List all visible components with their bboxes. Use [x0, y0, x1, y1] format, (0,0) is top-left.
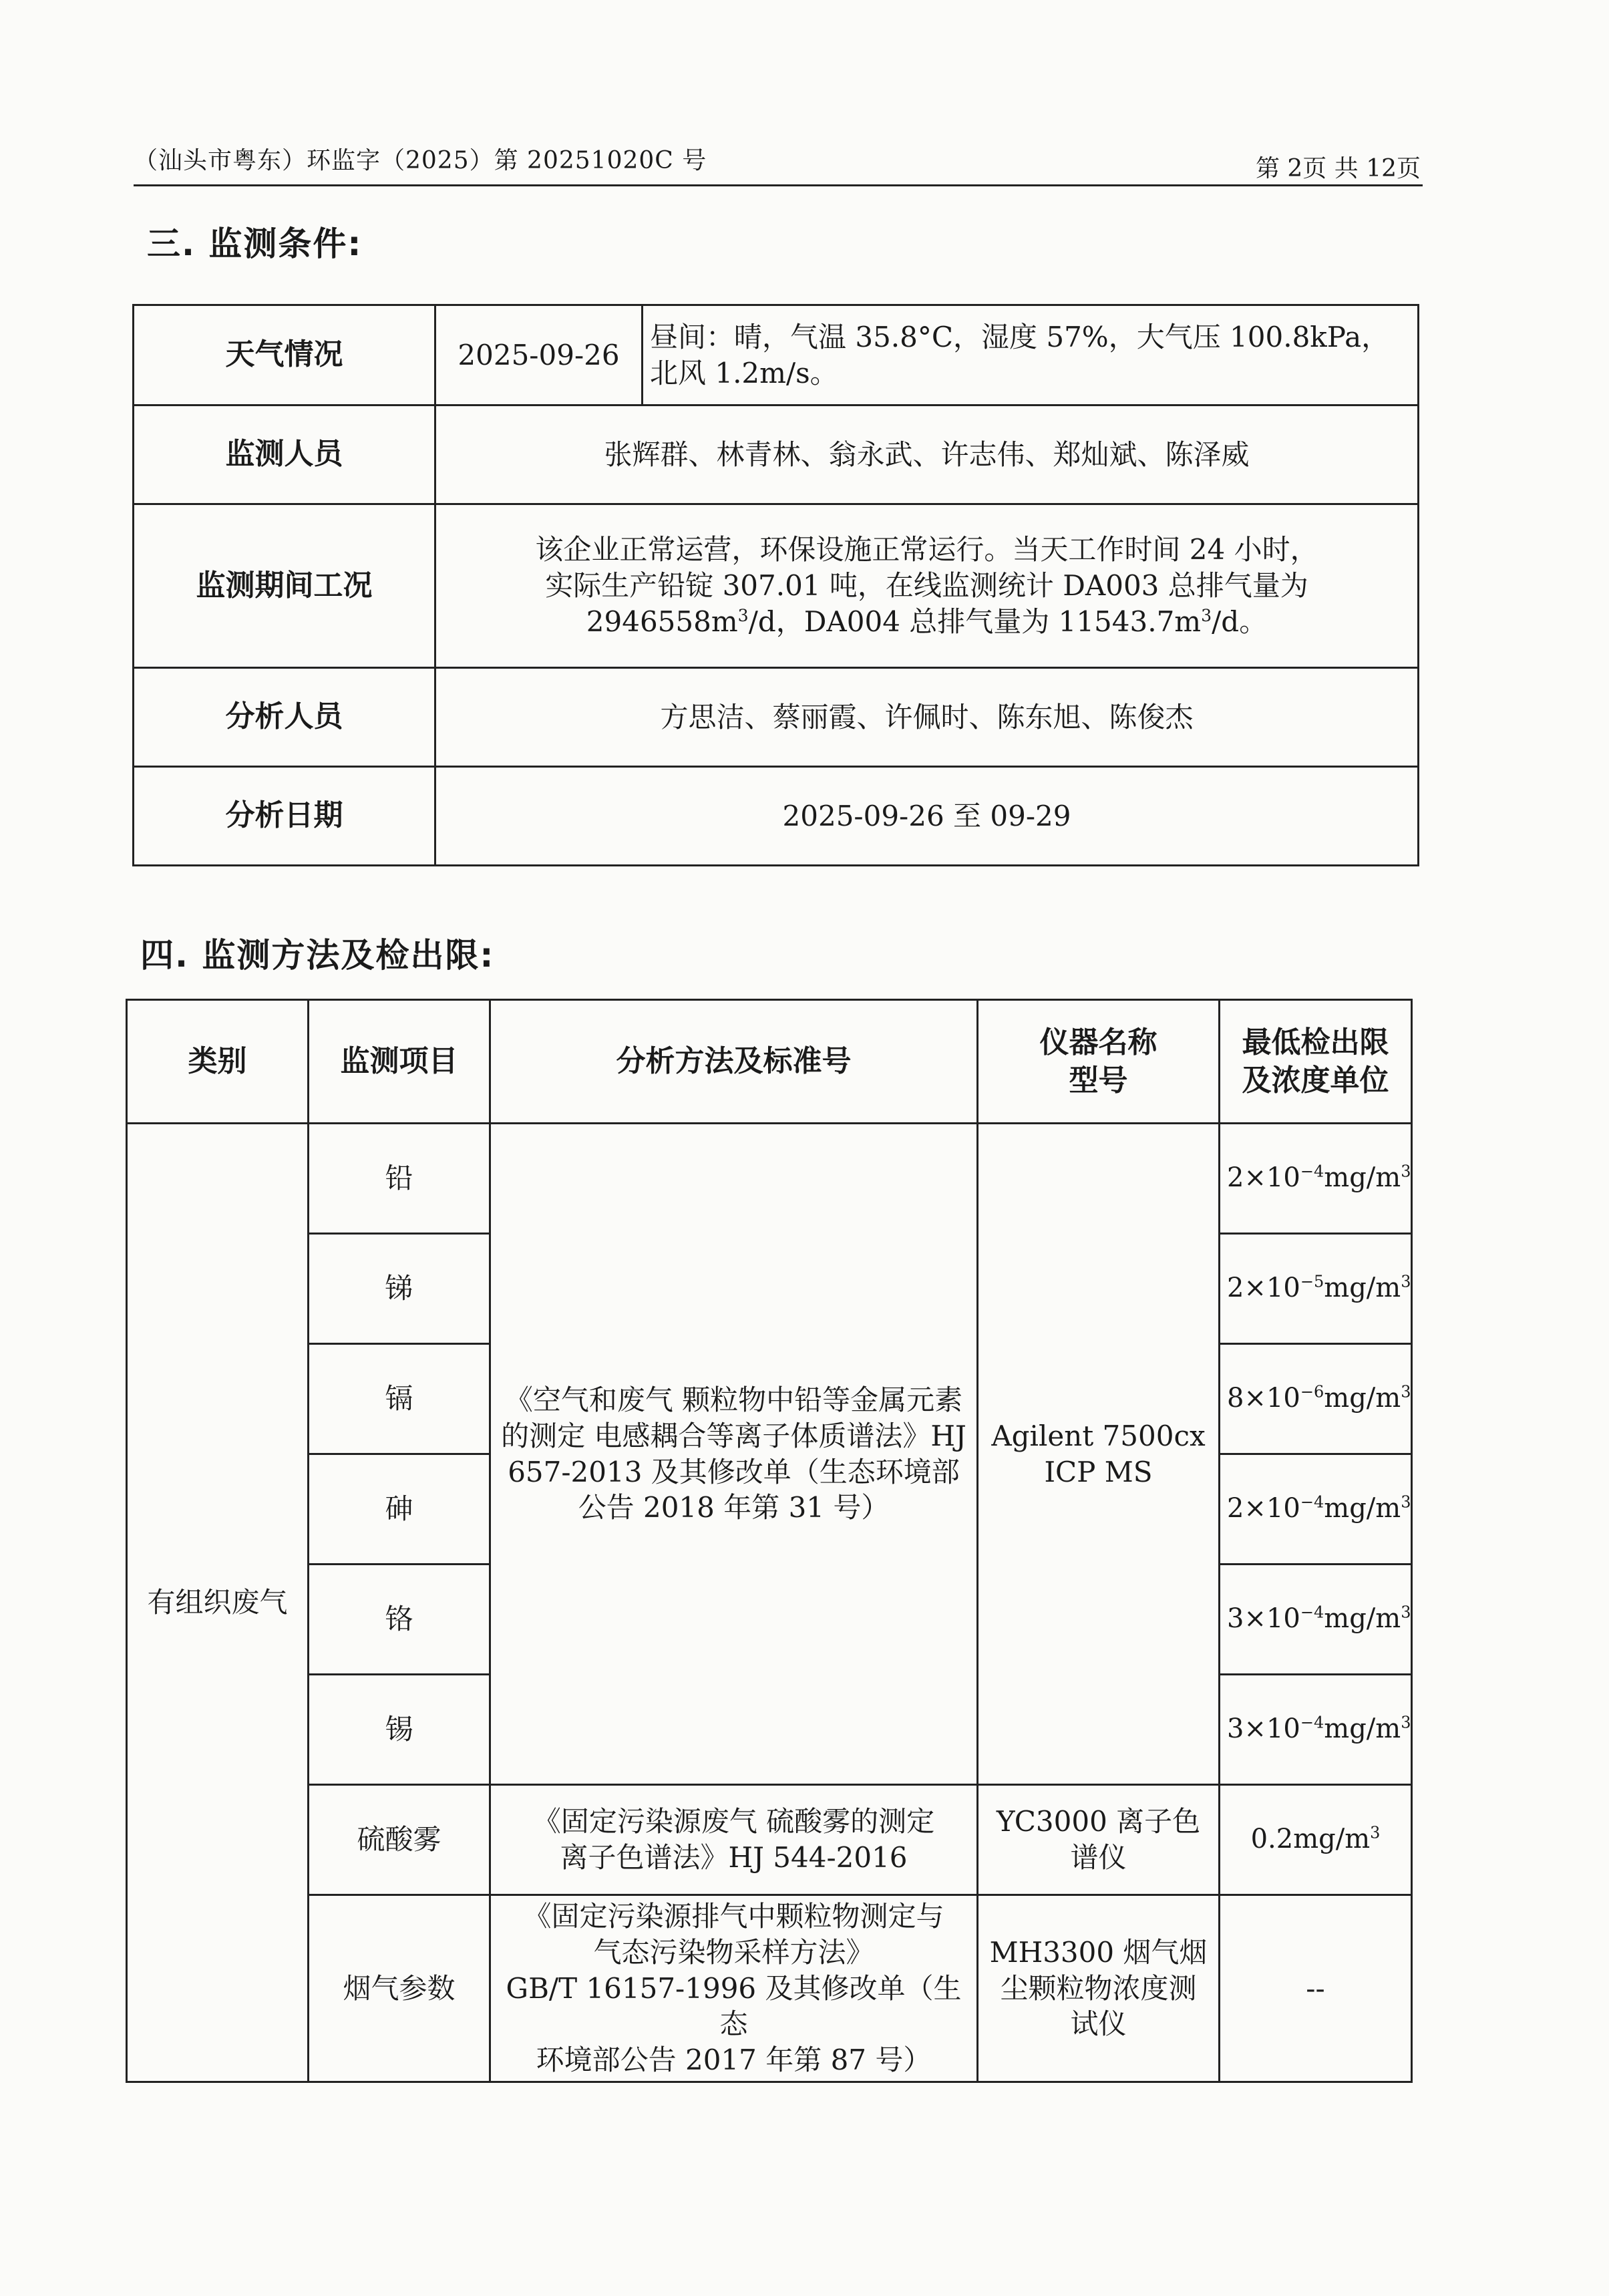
section-3-title: 三. 监测条件:	[147, 224, 363, 263]
conditions-label: 监测期间工况	[134, 504, 435, 668]
sulfuric-instrument: YC3000 离子色 谱仪	[978, 1785, 1220, 1895]
sulfuric-row	[127, 1785, 1412, 1895]
section-4-title: 四. 监测方法及检出限:	[140, 936, 495, 975]
analysis-date-row	[134, 767, 1419, 866]
header-instrument: 仪器名称 型号	[978, 1000, 1220, 1124]
item-sulfuric: 硫酸雾	[309, 1785, 490, 1895]
analysts-row	[134, 668, 1419, 767]
header-divider	[134, 184, 1423, 186]
analysis-date-label: 分析日期	[134, 767, 435, 866]
item-cadmium: 镉	[309, 1344, 490, 1454]
document-number: （汕头市粤东）环监字（2025）第 20251020C 号	[134, 147, 707, 174]
analysts-label: 分析人员	[134, 668, 435, 767]
header-method: 分析方法及标准号	[490, 1000, 978, 1124]
item-flue: 烟气参数	[309, 1895, 490, 2082]
sulfuric-method: 《固定污染源废气 硫酸雾的测定 离子色谱法》HJ 544-2016	[490, 1785, 978, 1895]
metal-row-lead	[127, 1124, 1412, 1234]
limit-antimony: $2\times 10^{-5}mg/m^3$	[1220, 1234, 1412, 1344]
header-item: 监测项目	[309, 1000, 490, 1124]
methods-header-row	[127, 1000, 1412, 1124]
item-antimony: 锑	[309, 1234, 490, 1344]
item-chromium: 铬	[309, 1565, 490, 1675]
limit-chromium: $3\times 10^{-4}mg/m^3$	[1220, 1565, 1412, 1675]
flue-instrument: MH3300 烟气烟 尘颗粒物浓度测 试仪	[978, 1895, 1220, 2082]
limit-cadmium: $8\times 10^{-6}mg/m^3$	[1220, 1344, 1412, 1454]
weather-label: 天气情况	[134, 305, 435, 405]
limit-tin: $3\times 10^{-4}mg/m^3$	[1220, 1675, 1412, 1785]
flue-method: 《固定污染源排气中颗粒物测定与 气态污染物采样方法》 GB/T 16157-1996 及其修改单（生态 环境部公告 2017 年第 87 号）	[490, 1895, 978, 2082]
item-lead: 铅	[309, 1124, 490, 1234]
weather-detail: 昼间：晴，气温 35.8°C，湿度 57%，大气压 100.8kPa，北风 1.2m/s。	[643, 305, 1419, 405]
staff-label: 监测人员	[134, 405, 435, 504]
staff-value: 张辉群、林青林、翁永武、许志伟、郑灿斌、陈泽威	[435, 405, 1419, 504]
limit-lead: $2\times 10^{-4}mg/m^3$	[1220, 1124, 1412, 1234]
analysts-value: 方思洁、蔡丽霞、许佩时、陈东旭、陈俊杰	[435, 668, 1419, 767]
header-limit: 最低检出限 及浓度单位	[1220, 1000, 1412, 1124]
page-info: 第 2页 共 12页	[1255, 155, 1421, 182]
conditions-line-2: 实际生产铅锭 307.01 吨，在线监测统计 DA003 总排气量为	[545, 569, 1308, 603]
item-tin: 锡	[309, 1675, 490, 1785]
metals-instrument: Agilent 7500cx ICP MS	[978, 1124, 1220, 1785]
weather-date: 2025-09-26	[435, 305, 643, 405]
conditions-line-1: 该企业正常运营，环保设施正常运行。当天工作时间 24 小时，	[535, 533, 1318, 566]
category-cell: 有组织废气	[127, 1124, 309, 2082]
limit-arsenic: $2\times 10^{-4}mg/m^3$	[1220, 1454, 1412, 1565]
metals-method: 《空气和废气 颗粒物中铅等金属元素的测定 电感耦合等离子体质谱法》HJ 657-2013 及其修改单（生态环境部公告 2018 年第 31 号）	[490, 1124, 978, 1785]
weather-row	[134, 305, 1419, 405]
sulfuric-limit: $0.2mg/m^3$	[1220, 1785, 1412, 1895]
conditions-row	[134, 504, 1419, 668]
analysis-date-value: 2025-09-26 至 09-29	[435, 767, 1419, 866]
methods-table	[126, 999, 1413, 2083]
flue-row	[127, 1895, 1412, 2082]
conditions-line-3: $2946558m^3/d$，DA004 总排气量为 $11543.7m^3/d$。	[586, 605, 1268, 638]
conditions-value	[435, 504, 1419, 668]
monitoring-conditions-table	[132, 304, 1419, 866]
flue-limit: --	[1220, 1895, 1412, 2082]
staff-row	[134, 405, 1419, 504]
item-arsenic: 砷	[309, 1454, 490, 1565]
header-category: 类别	[127, 1000, 309, 1124]
